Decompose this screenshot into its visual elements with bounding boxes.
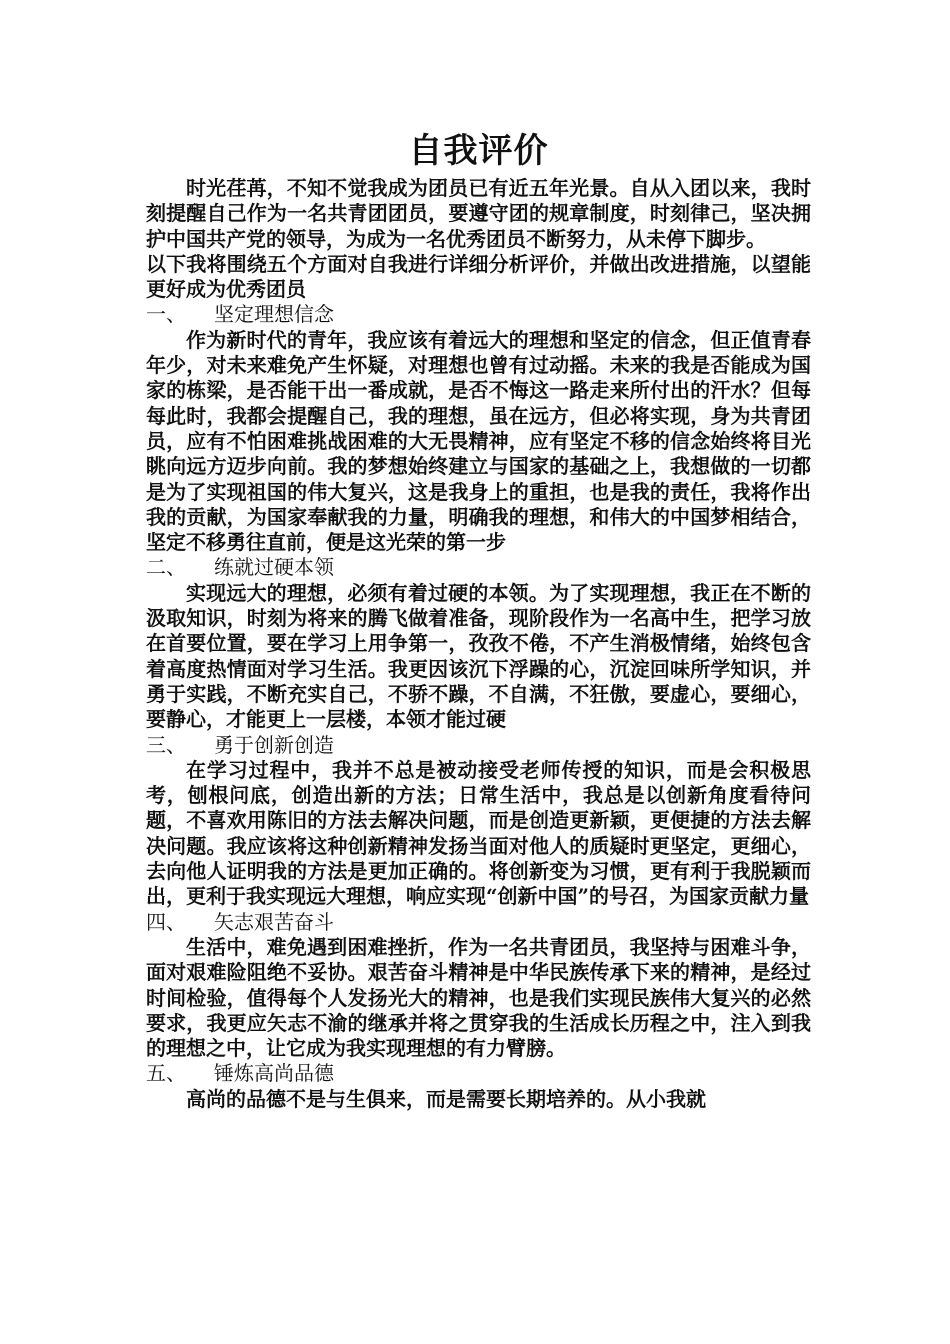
section-body-1: 作为新时代的青年，我应该有着远大的理想和坚定的信念，但正值青春年少，对未来难免产生怀疑，对理想也曾有过动摇。未来的我是否能成为国家的栋梁，是否能干出一番成就，是否不悔这一路走来所付出的汗水？但每每此时，我都会提醒自己，我的理想，虽在远方，但必将实现，身为共青团员，应有不怕困难挑战困难的大无畏精神，应有坚定不移的信念始终将目光眺向远方迈步向前。我的梦想始终建立与国家的基础之上，我想做的一切都是为了实现祖国的伟大复兴，这是我身上的重担，也是我的责任，我将作出我的贡献，为国家奉献我的力量，明确我的理想，和伟大的中国梦相结合，坚定不移勇往直前，便是这光荣的第一步 [146,327,811,555]
section-number: 二、 [146,555,186,580]
intro-paragraph: 时光荏苒，不知不觉我成为团员已有近五年光景。自从入团以来，我时刻提醒自己作为一名共青团团员，要遵守团的规章制度，时刻律己，坚决拥护中国共产党的领导，为成为一名优秀团员不断努力，从未停下脚步。 [146,176,811,251]
section-heading-text: 锤炼高尚品德 [214,1061,334,1086]
section-number: 一、 [146,302,186,327]
section-heading-text: 矢志艰苦奋斗 [214,909,334,934]
section-body-5: 高尚的品德不是与生俱来，而是需要长期培养的。从小我就 [186,1086,706,1111]
section-body-4: 生活中，难免遇到困难挫折，作为一名共青团员，我坚持与困难斗争，面对艰难险阻绝不妥协。艰苦奋斗精神是中华民族传承下来的精神，是经过时间检验，值得每个人发扬光大的精神，也是我们实现民族伟大复兴的必然要求，我更应矢志不渝的继承并将之贯穿我的生活成长历程之中，注入到我的理想之中，让它成为我实现理想的有力臂膀。 [146,934,811,1061]
document-title: 自我评价 [408,131,549,171]
section-number: 四、 [146,909,186,934]
section-heading-1 [146,302,811,327]
section-number: 五、 [146,1061,186,1086]
section-body-3: 在学习过程中，我并不总是被动接受老师传授的知识，而是会积极思考，刨根问底，创造出新的方法；日常生活中，我总是以创新角度看待问题，不喜欢用陈旧的方法去解决问题，而是创造更新颖，更便捷的方法去解决问题。我应该将这种创新精神发扬当面对他人的质疑时更坚定，更细心，去向他人证明我的方法是更加正确的。将创新变为习惯，更有利于我脱颖而出，更利于我实现远大理想，响应实现“创新中国”的号召，为国家贡献力量 [146,757,811,909]
section-body-2: 实现远大的理想，必须有着过硬的本领。为了实现理想，我正在不断的汲取知识，时刻为将来的腾飞做着准备，现阶段作为一名高中生，把学习放在首要位置，要在学习上用争第一，孜孜不倦，不产生消极情绪，始终包含着高度热情面对学习生活。我更因该沉下浮躁的心，沉淀回味所学知识，并勇于实践，不断充实自己，不骄不躁，不自满，不狂傲，要虚心，要细心，要静心，才能更上一层楼，本领才能过硬 [146,580,811,732]
section-heading-5 [146,1061,811,1086]
intro-paragraph-2: 以下我将围绕五个方面对自我进行详细分析评价，并做出改进措施，以望能更好成为优秀团员 [146,251,811,302]
section-heading-2 [146,555,811,580]
section-number: 三、 [146,732,186,757]
section-heading-text: 勇于创新创造 [214,732,334,757]
document-content [146,128,811,1112]
section-heading-4 [146,910,811,935]
section-heading-text: 坚定理想信念 [214,302,334,327]
section-heading-text: 练就过硬本领 [214,555,334,580]
section-heading-3 [146,733,811,758]
